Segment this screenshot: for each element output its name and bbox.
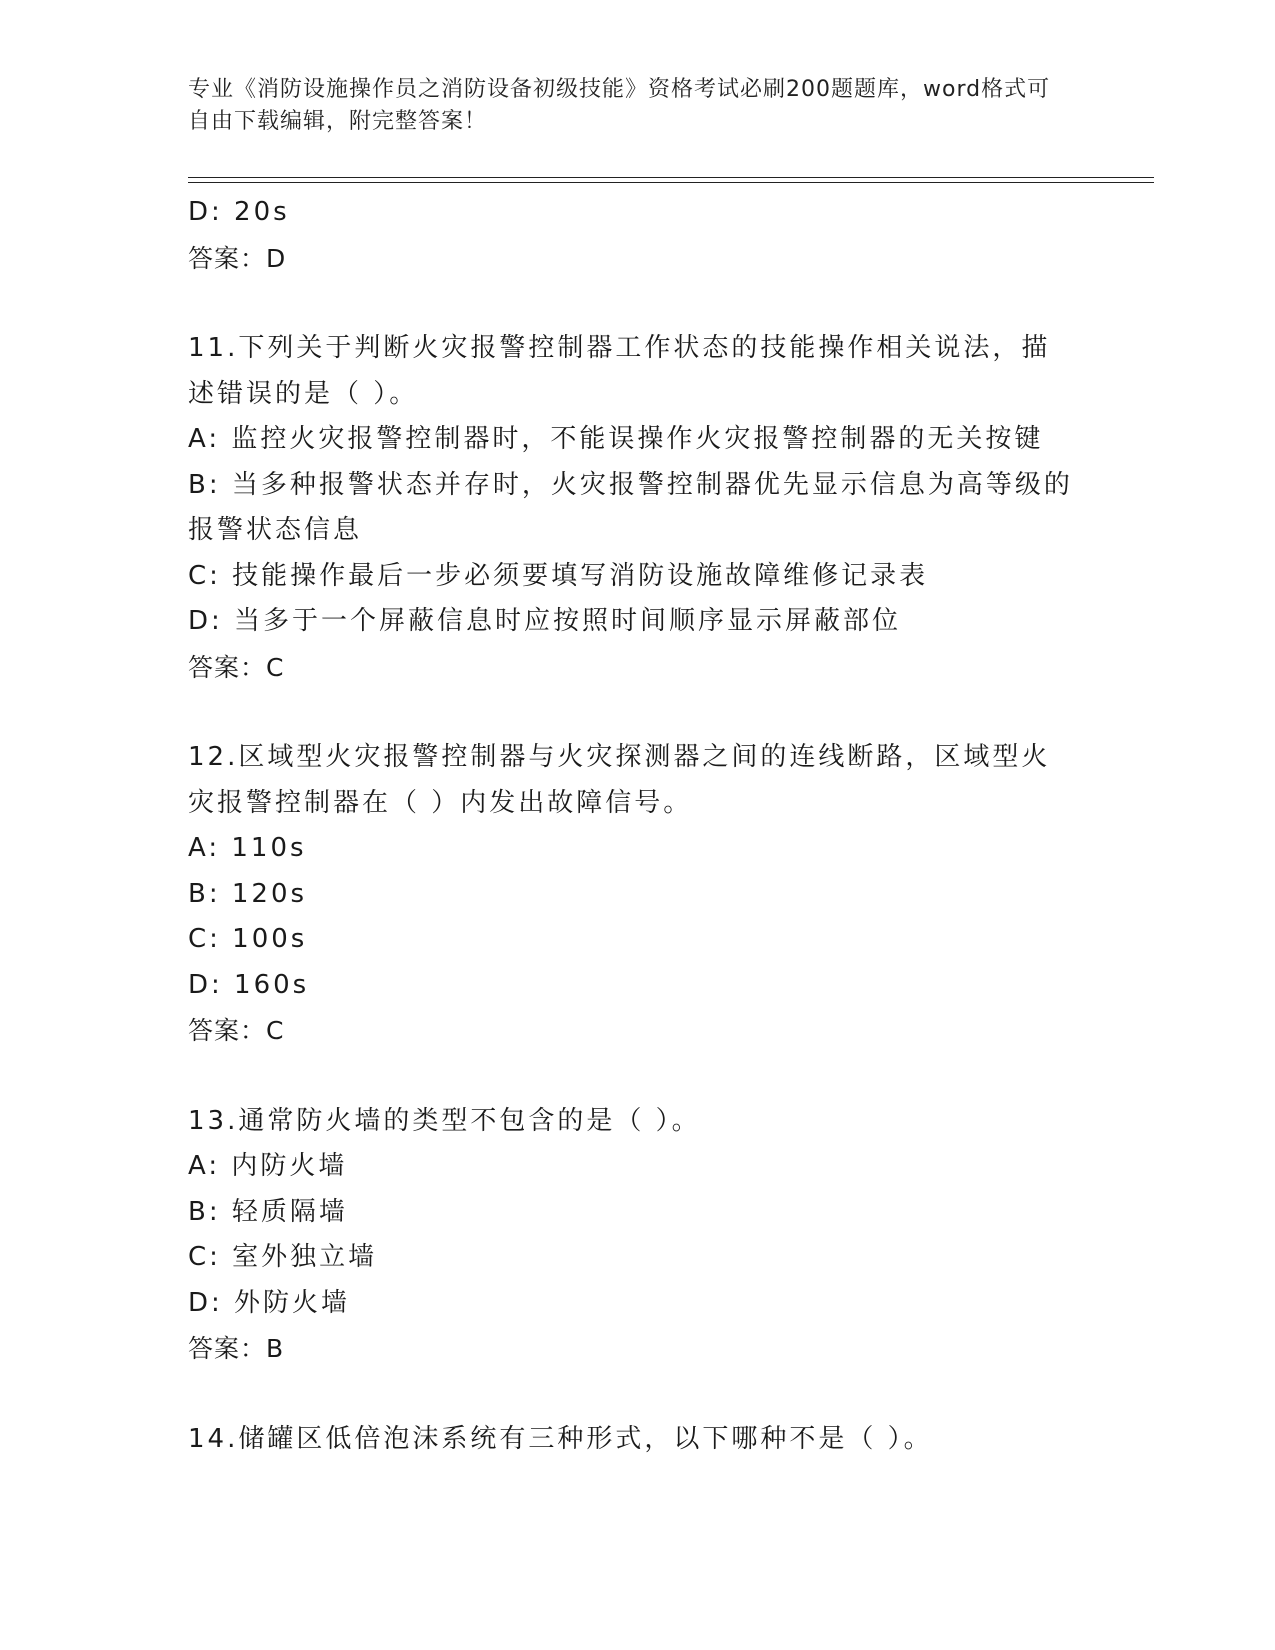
option-c: C: 技能操作最后一步必须要填写消防设施故障维修记录表: [188, 560, 929, 591]
question-stem: 13.通常防火墙的类型不包含的是（ ）。: [188, 1105, 701, 1136]
question-stem: 14.储罐区低倍泡沫系统有三种形式，以下哪种不是（ ）。: [188, 1423, 933, 1454]
question-11: [188, 326, 1088, 690]
spacer: [188, 1372, 1088, 1417]
option-a: A: 110s: [188, 833, 307, 863]
spacer: [188, 690, 1088, 735]
option-d: D: 160s: [188, 969, 310, 1000]
option-a: A: 监控火灾报警控制器时，不能误操作火灾报警控制器的无关按键: [188, 424, 1044, 454]
header-rule-bottom: [188, 182, 1154, 183]
option-c: C: 100s: [188, 924, 308, 954]
option-d: D: 外防火墙: [188, 1287, 351, 1318]
question-13: [188, 1099, 1088, 1372]
option-b: B: 当多种报警状态并存时，火灾报警控制器优先显示信息为高等级的报警状态信息: [188, 469, 1073, 545]
option-d: D: 当多于一个屏蔽信息时应按照时间顺序显示屏蔽部位: [188, 606, 902, 636]
answer-line: 答案：C: [188, 652, 285, 682]
option-b: B: 轻质隔墙: [188, 1196, 348, 1227]
spacer: [188, 281, 1088, 326]
answer-line: 答案：D: [188, 243, 287, 273]
question-12: [188, 735, 1088, 1054]
option-d: D: 20s: [188, 197, 290, 227]
spacer: [188, 1054, 1088, 1099]
question-14: [188, 1417, 1088, 1463]
answer-line: 答案：B: [188, 1334, 285, 1363]
answer-line: 答案：C: [188, 1016, 285, 1045]
option-c: C: 室外独立墙: [188, 1242, 378, 1272]
option-a: A: 内防火墙: [188, 1151, 348, 1181]
previous-question-tail: [188, 190, 1088, 281]
question-stem: 12.区域型火灾报警控制器与火灾探测器之间的连线断路，区域型火灾报警控制器在（ ）内发出故障信号。: [188, 742, 1051, 818]
question-stem: 11.下列关于判断火灾报警控制器工作状态的技能操作相关说法，描述错误的是（ ）。: [188, 333, 1051, 409]
document-header: 专业《消防设施操作员之消防设备初级技能》资格考试必刷200题题库，word格式可自由下载编辑，附完整答案！: [188, 77, 1051, 134]
question-content: [188, 190, 1088, 1462]
option-b: B: 120s: [188, 878, 308, 909]
header-rule-top: [188, 177, 1154, 178]
